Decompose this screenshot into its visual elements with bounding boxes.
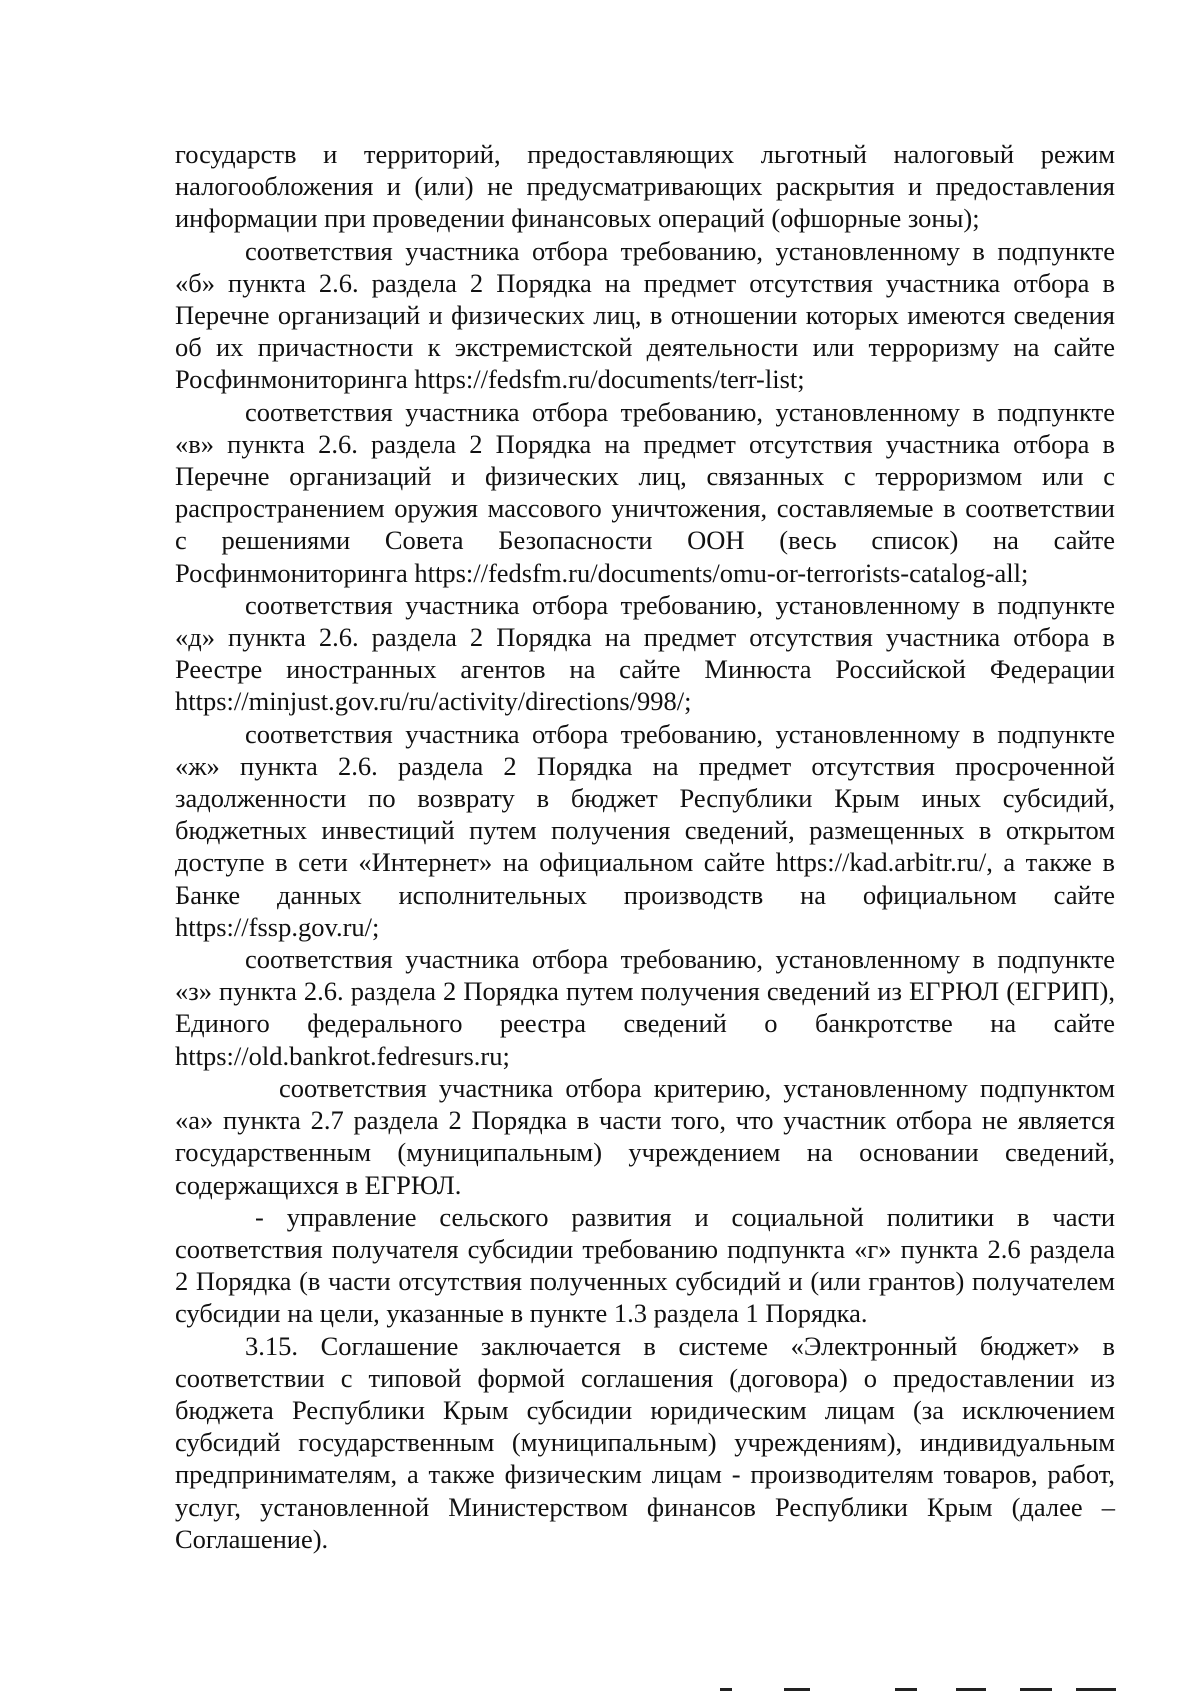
paragraph-terr-list-check: соответствия участника отбора требованию, установленному в подпункте «б» пункта 2.6. раздела 2 Порядка на предмет отсутствия участника отбора в Перечне организаций и физических лиц, в отношении которых имеются сведения об их причастности к экстремистской деятельности или терроризму на сайте Росфинмониторинга https://fedsfm.ru/documents/terr-list; [175,235,1115,395]
paragraph-offshore-continuation: государств и территорий, предоставляющих льготный налоговый режим налогообложения и (или) не предусматривающих раскрытия и предоставления информации при проведении финансовых операций (офшорные зоны); [175,139,1115,234]
scan-mark [784,1688,810,1691]
paragraph-institution-criterion: соответствия участника отбора критерию, установленному подпунктом «а» пункта 2.7 раздела 2 Порядка в части того, что участник отбора не является государственным (муниципальным) учреждением на основании сведений, содержащихся в ЕГРЮЛ. [175,1072,1115,1200]
scan-mark [956,1688,986,1691]
paragraph-wmd-list-check: соответствия участника отбора требованию, установленному в подпункте «в» пункта 2.6. раздела 2 Порядка на предмет отсутствия участника отбора в Перечне организаций и физических лиц, связанных с терроризмом или с распространением оружия массового уничтожения, составляемые в соответствии с решениями Совета Безопасности ООН (весь список) на сайте Росфинмониторинга https://fedsfm.ru/documents/omu-or-terrorists-catalog-all; [175,396,1115,588]
paragraph-debt-check: соответствия участника отбора требованию, установленному в подпункте «ж» пункта 2.6. раздела 2 Порядка на предмет отсутствия просроченной задолженности по возврату в бюджет Республики Крым иных субсидий, бюджетных инвестиций путем получения сведений, размещенных в открытом доступе в сети «Интернет» на официальном сайте https://kad.arbitr.ru/, а также в Банке данных исполнительных производств на официальном сайте https://fssp.gov.ru/; [175,718,1115,942]
paragraph-3-15-agreement: 3.15. Соглашение заключается в системе «Электронный бюджет» в соответствии с типовой формой соглашения (договора) о предоставлении из бюджета Республики Крым субсидии юридическим лицам (за исключением субсидий государственным (муниципальным) учреждениям), индивидуальным предпринимателям, а также физическим лицам - производителям товаров, работ, услуг, установленной Министерством финансов Республики Крым (далее – Соглашение). [175,1330,1115,1554]
scan-mark [720,1688,732,1691]
scan-mark [1020,1688,1052,1691]
scan-mark [895,1688,917,1691]
paragraph-bankruptcy-check: соответствия участника отбора требованию, установленному в подпункте «з» пункта 2.6. раздела 2 Порядка путем получения сведений из ЕГРЮЛ (ЕГРИП), Единого федерального реестра сведений о банкротстве на сайте https://old.bankrot.fedresurs.ru; [175,944,1115,1071]
scan-mark [1076,1688,1116,1691]
paragraph-foreign-agents-check: соответствия участника отбора требованию, установленному в подпункте «д» пункта 2.6. раздела 2 Порядка на предмет отсутствия участника отбора в Реестре иностранных агентов на сайте Минюста Российской Федерации https://minjust.gov.ru/ru/activity/directions/998/; [175,589,1115,717]
paragraph-rural-department: - управление сельского развития и социальной политики в части соответствия получателя субсидии требованию подпункта «г» пункта 2.6 раздела 2 Порядка (в части отсутствия полученных субсидий и (или грантов) получателем субсидии на цели, указанные в пункте 1.3 раздела 1 Порядка. [175,1201,1115,1329]
document-body [175,138,1115,1555]
scan-artifact-marks [720,1688,1140,1694]
